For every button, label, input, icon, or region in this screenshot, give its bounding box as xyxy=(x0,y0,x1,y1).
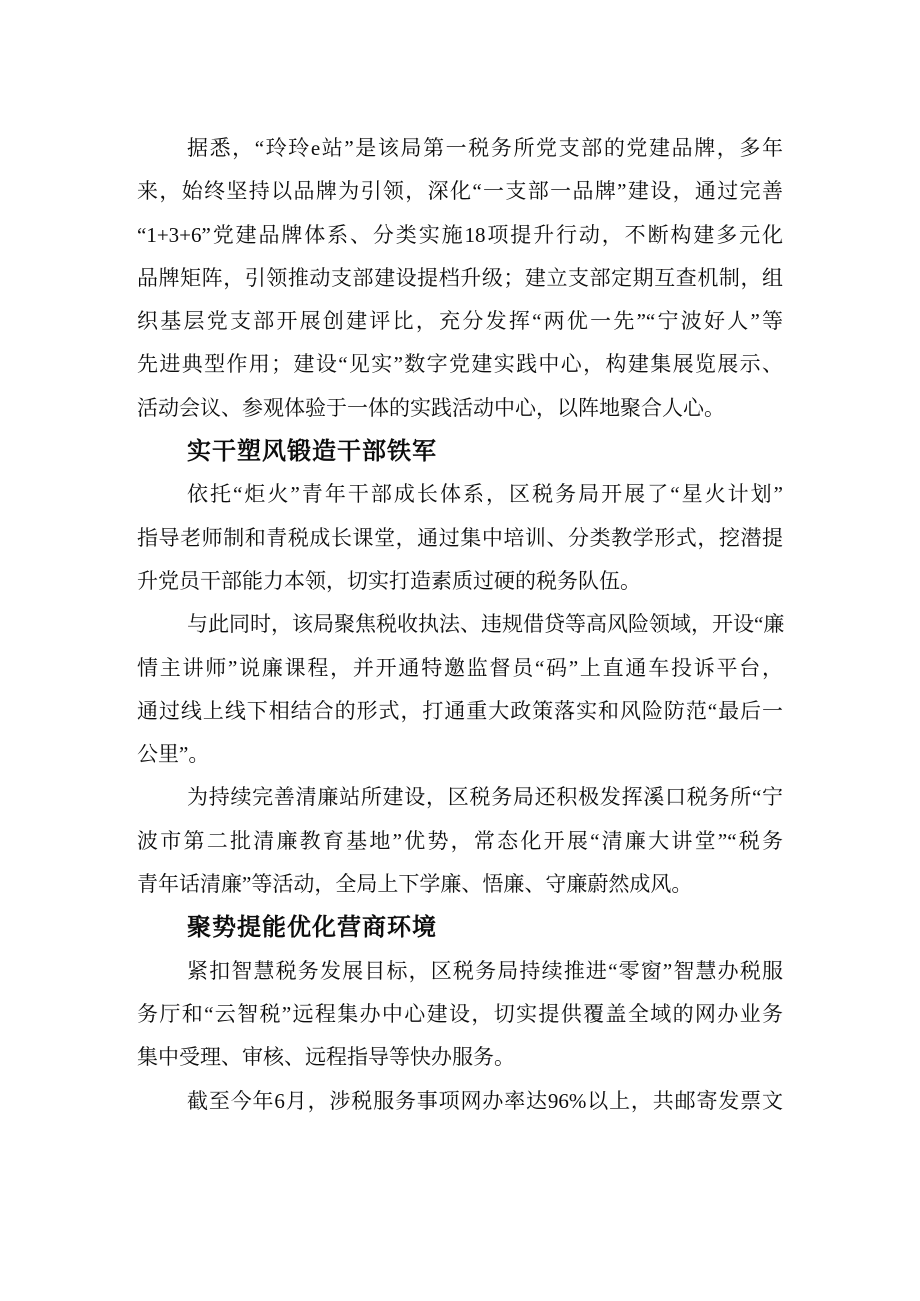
text-line: 情主讲师”说廉课程，并开通特邀监督员“码”上直通车投诉平台， xyxy=(137,655,783,680)
paragraph xyxy=(137,950,783,1080)
text-line: 品牌矩阵，引领推动支部建设提档升级；建立支部定期互查机制，组 xyxy=(137,265,783,290)
section-heading-block xyxy=(137,430,783,473)
text-line: 紧扣智慧税务发展目标，区税务局持续推进“零窗”智慧办税服 xyxy=(187,958,783,983)
text-line: 来，始终坚持以品牌为引领，深化“一支部一品牌”建设，通过完善 xyxy=(137,179,783,204)
text-line: 升党员干部能力本领，切实打造素质过硬的税务队伍。 xyxy=(137,568,641,593)
text-line: 指导老师制和青税成长课堂，通过集中培训、分类教学形式，挖潜提 xyxy=(137,525,783,550)
text-line: 依托“炬火”青年干部成长体系，区税务局开展了“星火计划” xyxy=(187,482,783,507)
text-line: 织基层党支部开展创建评比，充分发挥“两优一先”“宁波好人”等 xyxy=(137,309,783,334)
paragraph xyxy=(137,473,783,603)
paragraph xyxy=(137,776,783,906)
text-line: 与此同时，该局聚焦税收执法、违规借贷等高风险领域，开设“廉 xyxy=(187,612,785,637)
text-line: 活动会议、参观体验于一体的实践活动中心，以阵地聚合人心。 xyxy=(137,395,725,420)
text-line: 为持续完善清廉站所建设，区税务局还积极发挥溪口税务所“宁 xyxy=(187,785,783,810)
text-line: 据悉，“玲玲e站”是该局第一税务所党支部的党建品牌，多年 xyxy=(187,136,783,160)
text-line: 通过线上线下相结合的形式，打通重大政策落实和风险防范“最后一 xyxy=(137,698,783,723)
text-line: “1+3+6”党建品牌体系、分类实施18项提升行动，不断构建多元化 xyxy=(137,222,783,247)
text-line: 截至今年6月，涉税服务事项网办率达96%以上，共邮寄发票文 xyxy=(187,1088,783,1113)
section-heading-block xyxy=(137,906,783,949)
text-line: 公里”。 xyxy=(137,742,210,767)
paragraph xyxy=(137,127,783,430)
text-line: 波市第二批清廉教育基地”优势，常态化开展“清廉大讲堂”“税务 xyxy=(137,828,783,853)
section-heading: 聚势提能优化营商环境 xyxy=(187,914,437,942)
text-line: 务厅和“云智税”远程集办中心建设，切实提供覆盖全域的网办业务 xyxy=(137,1001,783,1026)
text-line: 青年话清廉”等活动，全局上下学廉、悟廉、守廉蔚然成风。 xyxy=(137,872,693,897)
document-body xyxy=(137,127,783,1123)
paragraph xyxy=(137,603,783,776)
section-heading: 实干塑风锻造干部铁军 xyxy=(187,438,437,466)
text-line: 先进典型作用；建设“见实”数字党建实践中心，构建集展览展示、 xyxy=(137,352,783,377)
paragraph xyxy=(137,1080,783,1123)
text-line: 集中受理、审核、远程指导等快办服务。 xyxy=(137,1045,515,1070)
